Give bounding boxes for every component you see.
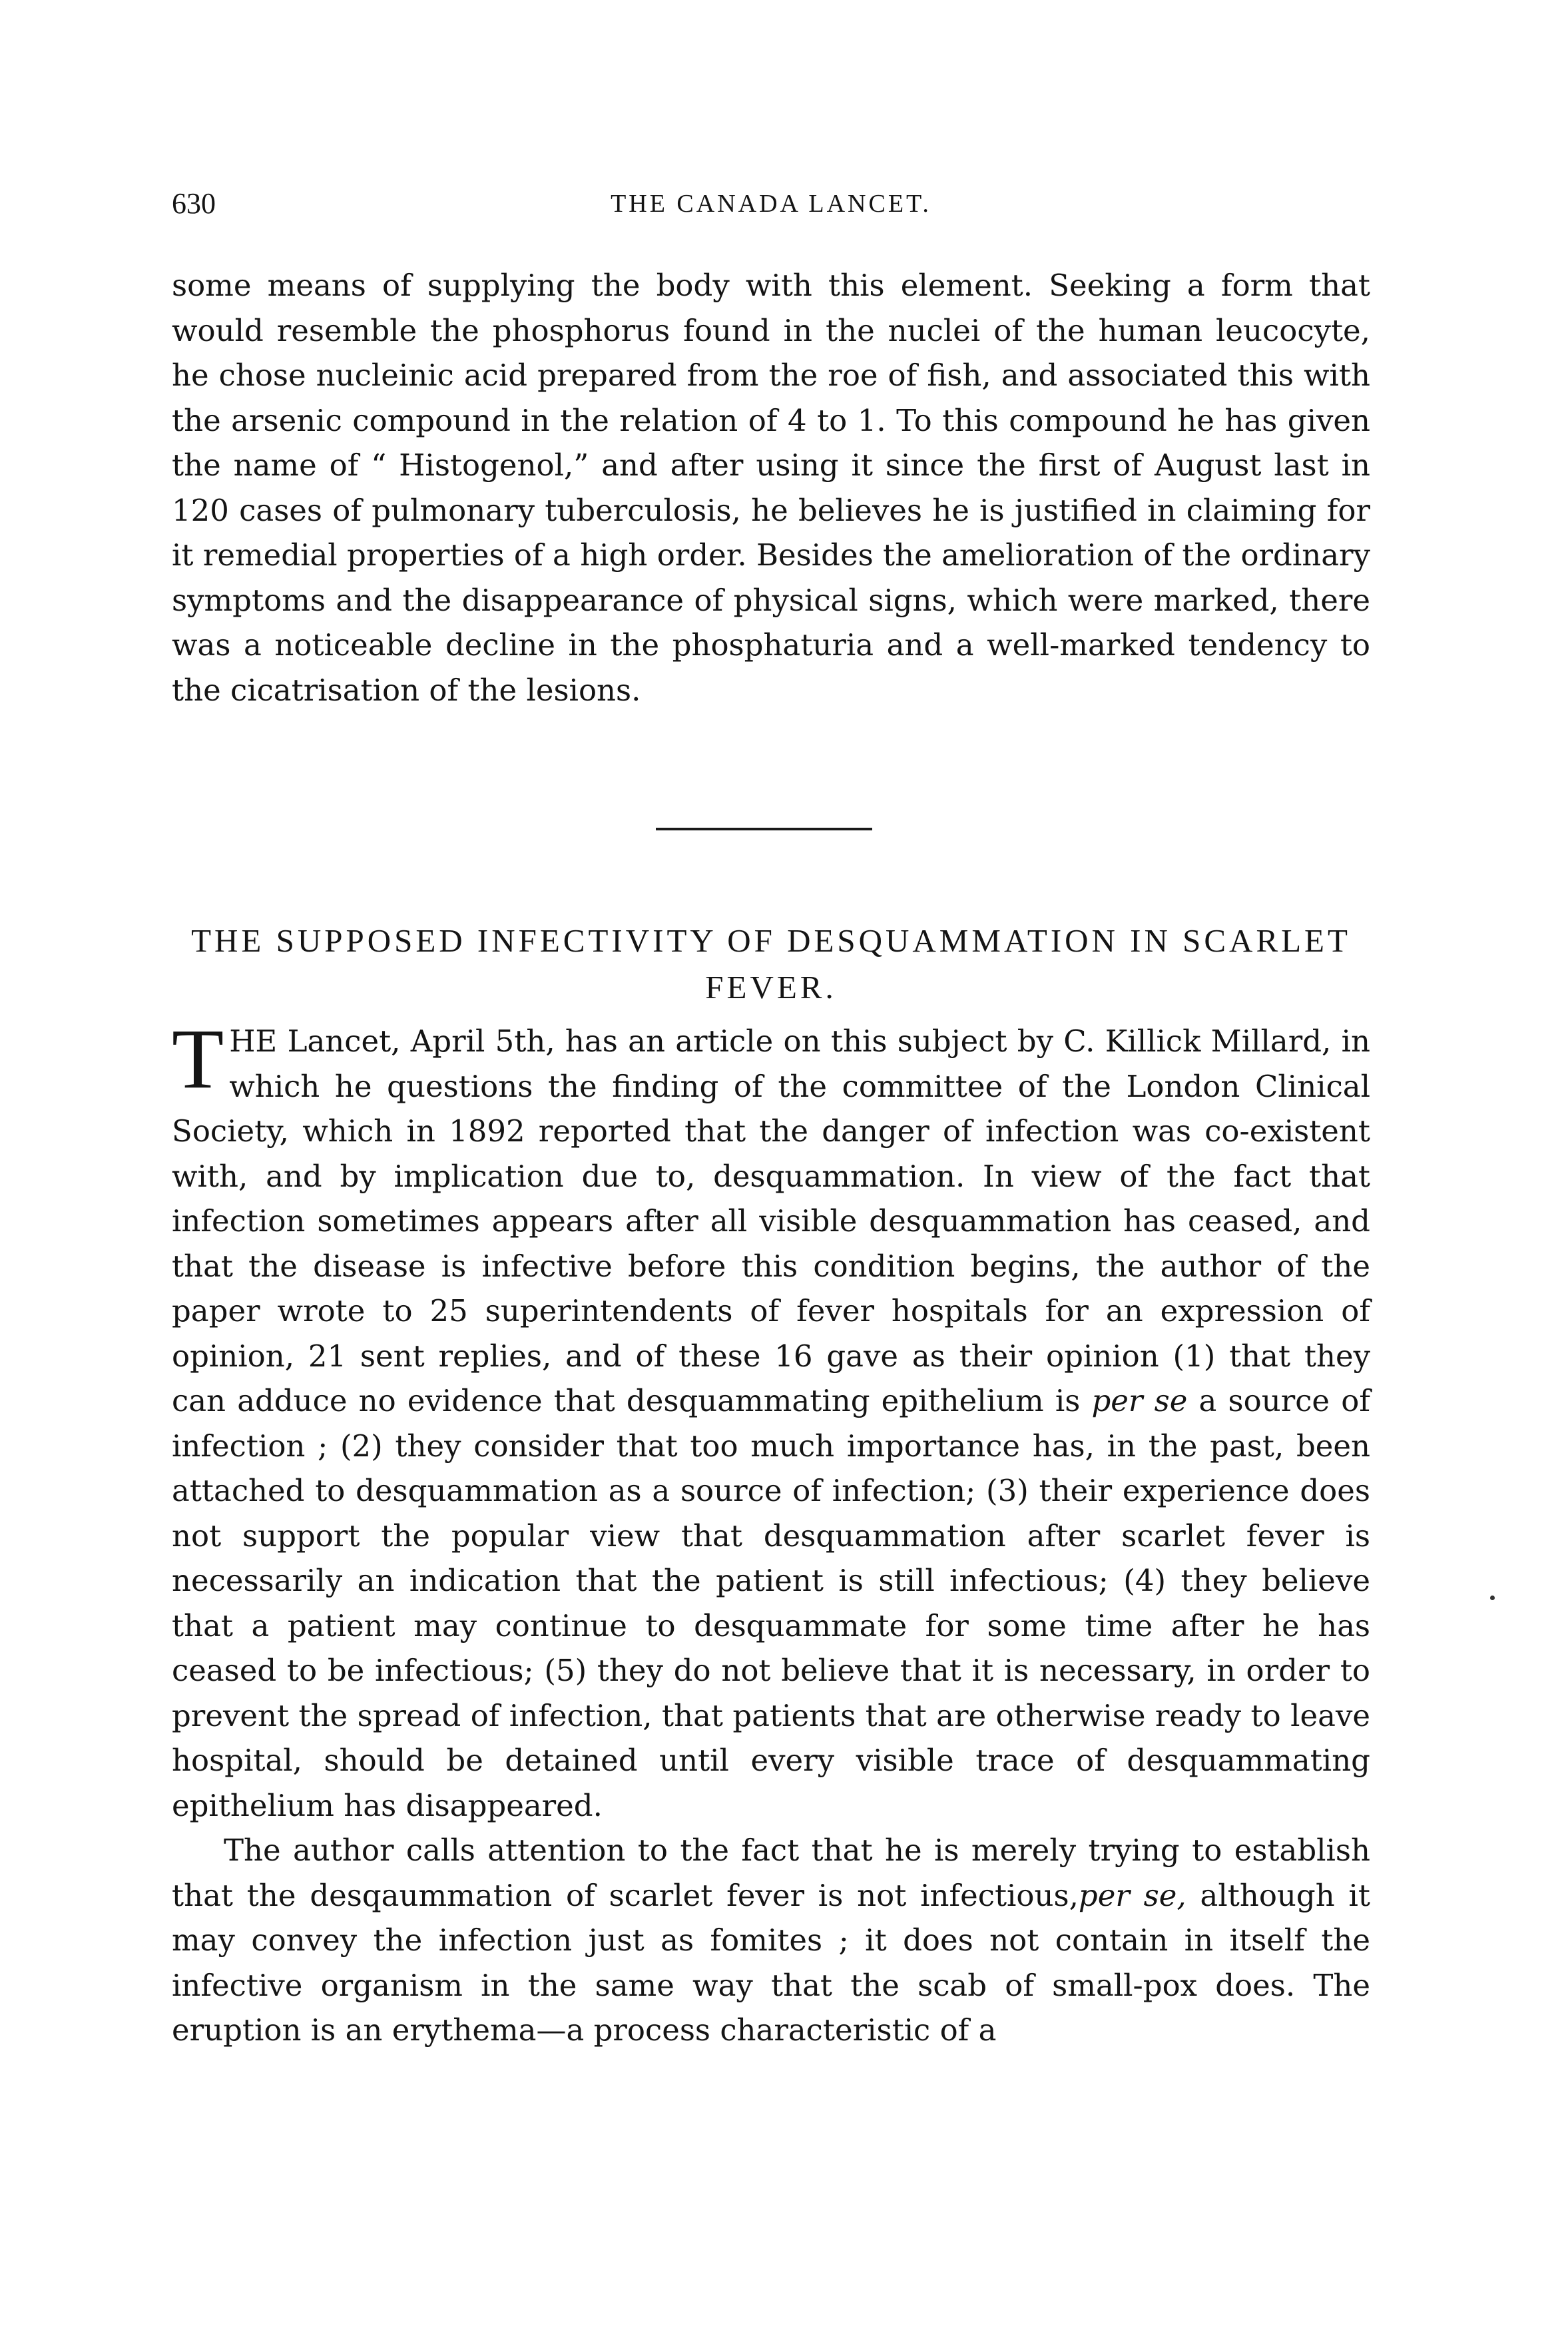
drop-cap: T <box>172 1012 224 1106</box>
page-number: 630 <box>172 187 216 220</box>
section-divider <box>656 828 872 830</box>
continued-paragraph: some means of supplying the body with this element. Seeking a form that would resemble the phosphorus found in the nuclei of the human leucocyte, he chose nucleinic acid prepared from the roe of fish, and associated this with the arsenic compound in the relation of 4 to 1. To this compound he has given the name of “ Histogenol,” and after using it since the first of August last in 120 cases of pulmonary tuberculosis, he believes he is justified in claiming for it remedial properties of a high order. Besides the amelioration of the ordinary symptoms and the disappearance of physical signs, which were marked, there was a noticeable decline in the phosphaturia and a well-marked tendency to the cicatrisation of the lesions. <box>172 268 1370 708</box>
italic-phrase: per se, <box>1078 1877 1186 1913</box>
paragraph-text: although it may convey the infection just as fomites ; it does not contain in itself the infective organism in the same way that the scab of small-pox does. The eruption is an erythema—a process characteristic of a <box>172 1877 1370 2048</box>
article-title: THE SUPPOSED INFECTIVITY OF DESQUAMMATION IN SCARLET FEVER. <box>191 922 1351 1006</box>
article-body <box>172 1012 1370 2053</box>
margin-mark <box>1490 1596 1495 1600</box>
running-head <box>172 186 1370 226</box>
paragraph-text: a source of infection ; (2) they consider that too much importance has, in the past, been attached to desquammation as a source of infection; (3) their experience does not support the popular view that desquammation after scarlet fever is necessarily an indication that the patient is still infectious; (4) they believe that a patient may continue to desquammate for some time after he has ceased to be infectious; (5) they do not believe that it is necessary, in order to prevent the spread of infection, that patients that are otherwise ready to leave hospital, should be detained until every visible trace of desquammating epithelium has disappeared. <box>172 1383 1370 1823</box>
article-paragraph-2 <box>172 1828 1370 2053</box>
italic-phrase: per se <box>1091 1383 1188 1418</box>
article-paragraph-1 <box>172 1012 1370 1828</box>
paragraph-text: HE Lancet, April 5th, has an article on this subject by C. Killick Millard, in which he questions the finding of the committee of the London Clinical Society, which in 1892 reported that the danger of infection was co-existent with, and by implication due to, desquammation. In view of the fact that infection sometimes appears after all visible desquammation has ceased, and that the disease is infective before this condition begins, the author of the paper wrote to 25 superintendents of fever hospitals for an expression of opinion, 21 sent replies, and of these 16 gave as their opinion (1) that they can adduce no evidence that desquammating epithelium is <box>172 1023 1370 1418</box>
journal-title: THE CANADA LANCET. <box>611 190 931 218</box>
paragraph-text: The author calls attention to the fact that he is merely trying to establish that the desqaummation of scarlet fever is not infectious, <box>172 1833 1370 1913</box>
